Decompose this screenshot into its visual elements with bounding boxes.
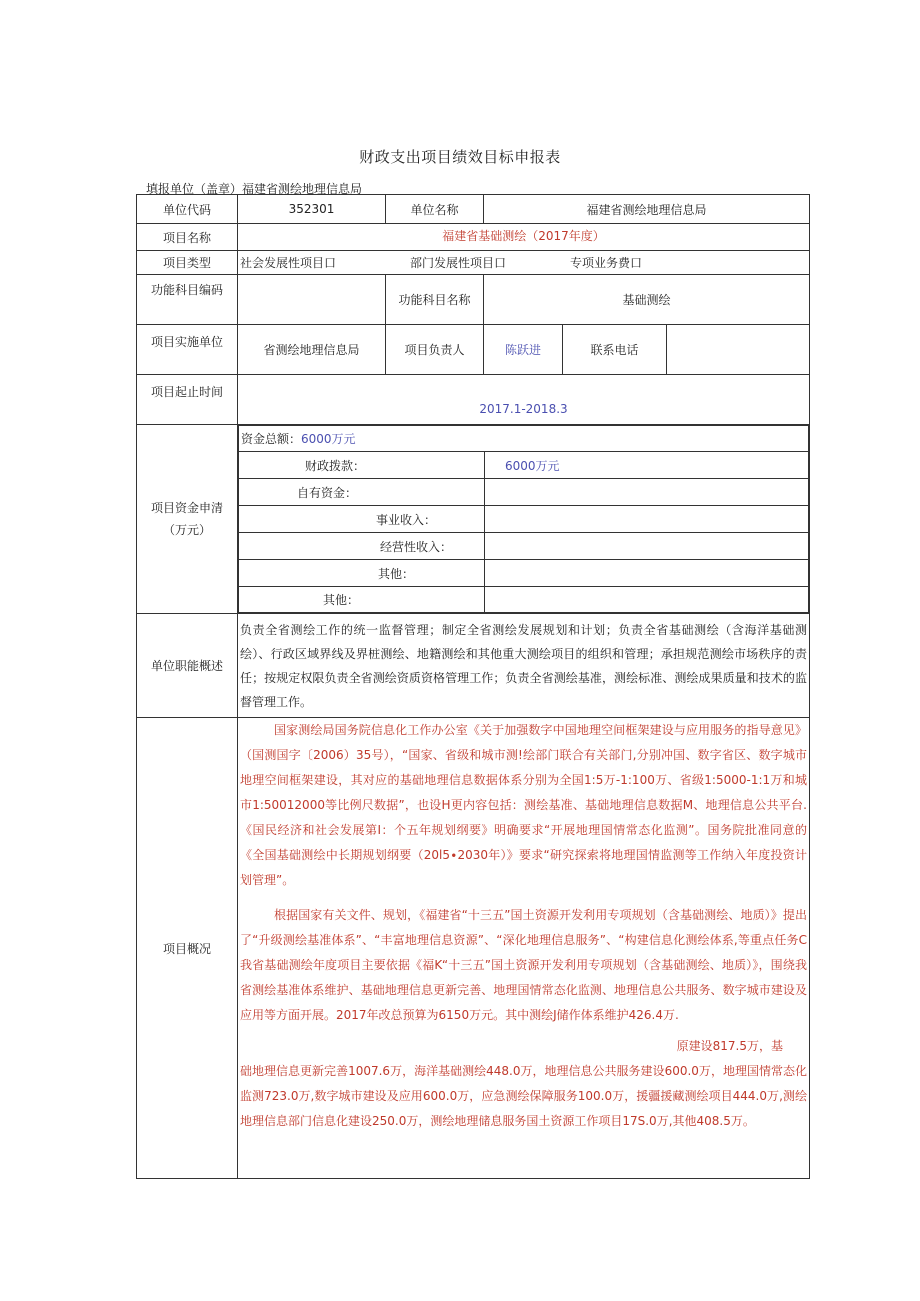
career-income-row <box>239 506 809 533</box>
project-type-option-social[interactable]: 社会发展性项目口 <box>240 256 337 270</box>
period-value: 2017.1-2018.3 <box>238 375 810 425</box>
function-code-value <box>238 275 386 325</box>
row-unit-code <box>137 195 810 224</box>
period-label: 项目起止时间 <box>137 375 238 425</box>
project-type-label: 项目类型 <box>137 251 238 275</box>
function-code-label: 功能科目编码 <box>137 275 238 325</box>
unit-duties-label: 单位职能概述 <box>137 614 238 718</box>
project-overview-label: 项目概况 <box>137 718 238 1179</box>
row-funds <box>137 425 810 614</box>
row-project-overview <box>137 718 810 1179</box>
other-income-label-2: 其他： <box>239 587 485 613</box>
phone-label: 联系电话 <box>563 325 667 375</box>
own-funds-value <box>485 479 809 506</box>
fiscal-value: 6000万元 <box>485 452 809 479</box>
career-income-label: 事业收入： <box>239 506 485 533</box>
fund-total-row <box>239 426 809 452</box>
row-period <box>137 375 810 425</box>
project-leader-label: 项目负责人 <box>386 325 484 375</box>
unit-name-value: 福建省测绘地理信息局 <box>484 195 810 224</box>
fund-label <box>137 425 238 614</box>
own-funds-label: 自有资金： <box>239 479 485 506</box>
row-project-type <box>137 251 810 275</box>
fund-total-value: 6000万元 <box>301 432 356 446</box>
fund-detail-table <box>238 425 809 613</box>
other-income-label-1: 其他： <box>239 560 485 587</box>
function-name-label: 功能科目名称 <box>386 275 484 325</box>
unit-duties-text: 负责全省测绘工作的统一监督管理；制定全省测绘发展规划和计划；负责全省基础测绘（含海洋基础测绘）、行政区域界线及界桩测绘、地籍测绘和其他重大测绘项目的组织和管理；承担规范测绘市场秩序的责任；按规定权限负责全省测绘资质资格管理工作；负责全省测绘基准，测绘标准、测绘成果质量和技术的监督管理工作。 <box>238 614 810 718</box>
career-income-value <box>485 506 809 533</box>
fund-label-line2: （万元） <box>162 523 211 537</box>
fiscal-label: 财政拨款： <box>239 452 485 479</box>
overview-paragraph-2: 根据国家有关文件、规划，《福建省“十三五”国土资源开发利用专项规划（含基础测绘、地质）》提出了“升级测绘基准体系”、“丰富地理信息资源”、“深化地理信息服务”、“构建信息化测绘体系,等重点任务C我省基础测绘年度项目主要依据《福K“十三五”国土资源开发利用专项规划（含基础测绘、地质）》，围绕我省测绘基准体系维护、基础地理信息更新完善、地理国情常态化监测、地理信息公共服务、数字城市建设及应用等方面开展。2017年改总预算为6150万元。其中测绘J储作体系维护426.4万. <box>240 908 807 1022</box>
fund-total-label: 资金总额： <box>241 432 302 446</box>
project-name-value: 福建省基础测绘（2017年度） <box>238 224 810 251</box>
fund-detail-cell <box>238 425 810 614</box>
function-name-value: 基础测绘 <box>484 275 810 325</box>
fiscal-row <box>239 452 809 479</box>
overview-paragraph-3: 原建设817.5万，基 <box>676 1039 783 1053</box>
filling-unit-label: 填报单位（盖章）福建省测绘地理信息局 <box>146 182 363 196</box>
project-name-label: 项目名称 <box>137 224 238 251</box>
unit-code-value: 352301 <box>238 195 386 224</box>
project-type-option-special[interactable]: 专项业务费口 <box>570 256 643 270</box>
overview-paragraph-4: 础地理信息更新完善1007.6万，海洋基础测绘448.0万，地理信息公共服务建设600.0万，地理国情常态化监测723.0万,数字城市建设及应用600.0万，应急测绘保障服务100.0万，援疆援藏测绘项目444.0万,测绘地理信息部门信息化建设250.0万，测绘地理储息服务国土资源工作项目17S.0万,其他408.5万。 <box>240 1064 807 1128</box>
own-funds-row <box>239 479 809 506</box>
other-income-row-1 <box>239 560 809 587</box>
fund-total <box>239 426 809 452</box>
document-title: 财政支出项目绩效目标申报表 <box>359 148 561 166</box>
row-function-code <box>137 275 810 325</box>
project-leader-value: 陈跃进 <box>484 325 563 375</box>
business-income-row <box>239 533 809 560</box>
unit-name-label: 单位名称 <box>386 195 484 224</box>
other-income-value-1 <box>485 560 809 587</box>
overview-paragraph-1: 国家测绘局国务院信息化工作办公室《关于加强数字中国地理空间框架建设与应用服务的指导意见》（国测国字〔2006）35号），“国家、省级和城市测!绘部门联合有关部门,分别冲国、数字省区、数字城市地理空间框架建设，其对应的基础地理信息数据体系分别为全国1:5万-1:100万、省级1:5000-1:1万和城市1:50012000等比例尺数据”，也设H更内容包括：测绘基准、基础地理信息数据M、地理信息公共平台.《国民经济和社会发展第I：个五年规划纲要》明确要求“开展地理国情常态化监测”。国务院批准同意的《全国基础测绘中长期规划纲要（20l5∙2030年）》要求“研究探索将地理国情监测等工作纳入年度投资计划管理”。 <box>240 723 807 887</box>
application-form <box>136 194 810 1179</box>
business-income-value <box>485 533 809 560</box>
project-type-options <box>238 251 810 275</box>
other-income-row-2 <box>239 587 809 613</box>
fund-label-line1: 项目资金申清 <box>150 501 223 515</box>
row-project-name <box>137 224 810 251</box>
row-implementing-unit <box>137 325 810 375</box>
implementing-unit-value: 省测绘地理信息局 <box>238 325 386 375</box>
phone-value <box>667 325 810 375</box>
unit-code-label: 单位代码 <box>137 195 238 224</box>
implementing-unit-label: 项目实施单位 <box>137 325 238 375</box>
project-type-option-department[interactable]: 部门发展性项目口 <box>410 256 507 270</box>
other-income-value-2 <box>485 587 809 613</box>
business-income-label: 经营性收入： <box>239 533 485 560</box>
row-unit-duties <box>137 614 810 718</box>
project-overview-text <box>238 718 810 1179</box>
